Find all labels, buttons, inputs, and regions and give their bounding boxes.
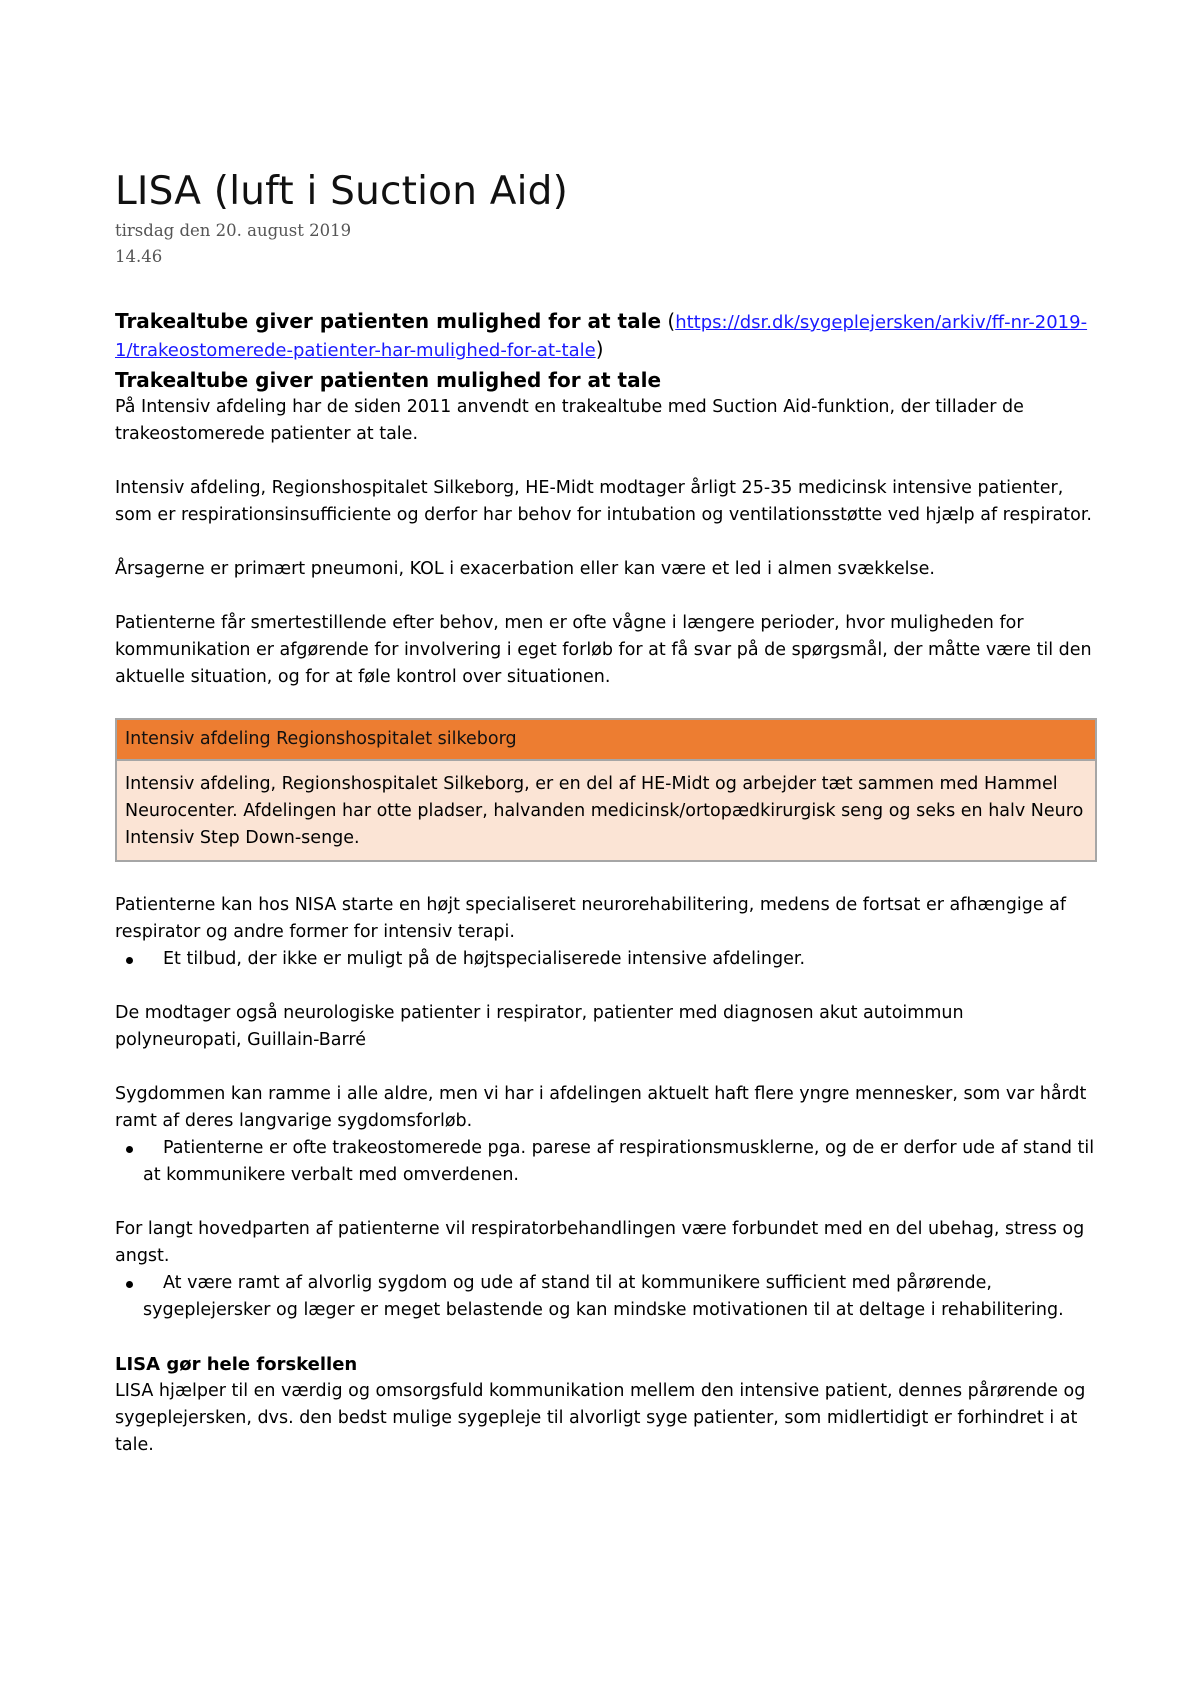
info-box-body: Intensiv afdeling, Regionshospitalet Silkeborg, er en del af HE-Midt og arbejder tæt sammen med Hammel Neurocenter. Afdelingen har otte pladser, halvanden medicinsk/ortopædkirurgisk seng og seks en halv Neuro Intensiv Step Down-senge. xyxy=(117,761,1095,860)
note-time: 14.46 xyxy=(115,247,163,266)
bullet-list-2 xyxy=(115,1135,1095,1189)
paragraph-ages: Sygdommen kan ramme i alle aldre, men vi har i afdelingen aktuelt haft flere yngre mennesker, som var hårdt ramt af deres langvarige sygdomsforløb. xyxy=(115,1084,1087,1131)
bullet-list-3 xyxy=(115,1270,1095,1324)
paragraph-intro: På Intensiv afdeling har de siden 2011 anvendt en trakealtube med Suction Aid-funktion, der tillader de trakeostomerede patienter at tale. xyxy=(115,397,1024,444)
heading-open-paren: ( xyxy=(661,309,676,333)
bullet-icon xyxy=(126,957,133,964)
list-item: Et tilbud, der ikke er muligt på de højtspecialiserede intensive afdelinger. xyxy=(108,946,1095,973)
paragraph-lisa: LISA hjælper til en værdig og omsorgsfuld kommunikation mellem den intensive patient, dennes pårørende og sygeplejersken, dvs. den bedst mulige sygepleje til alvorligt syge patienter, som midlertidigt er forhindret i at tale. xyxy=(115,1381,1086,1455)
note-date: tirsdag den 20. august 2019 xyxy=(115,221,352,240)
heading-close-paren: ) xyxy=(595,337,604,361)
bullet-list-1 xyxy=(115,946,1095,973)
paragraph-neurological: De modtager også neurologiske patienter i respirator, patienter med diagnosen akut autoimmun polyneuropati, Guillain-Barré xyxy=(115,1003,964,1050)
paragraph-communication: Patienterne får smertestillende efter behov, men er ofte vågne i længere perioder, hvor muligheden for kommunikation er afgørende for involvering i eget forløb for at få svar på de spørgsmål, der måtte være til den aktuelle situation, og for at føle kontrol over situationen. xyxy=(115,613,1092,687)
bullet-icon xyxy=(126,1146,133,1153)
info-box xyxy=(115,718,1097,862)
note-page xyxy=(115,168,1095,1459)
section-heading: Trakealtube giver patienten mulighed for at tale xyxy=(115,368,662,392)
paragraph-nisa: Patienterne kan hos NISA starte en højt specialiseret neurorehabilitering, medens de fortsat er afhængige af respirator og andre former for intensiv terapi. xyxy=(115,895,1067,942)
list-item: Patienterne er ofte trakeostomerede pga. parese af respirationsmusklerne, og de er derfor ude af stand til at kommunikere verbalt med omverdenen. xyxy=(108,1135,1095,1189)
list-item: At være ramt af alvorlig sygdom og ude af stand til at kommunikere sufficient med pårørende, sygeplejersker og læger er meget belastende og kan mindske motivationen til at deltage i rehabilitering. xyxy=(108,1270,1095,1324)
paragraph-admissions: Intensiv afdeling, Regionshospitalet Silkeborg, HE-Midt modtager årligt 25-35 medicinsk intensive patienter, som er respirationsinsufficiente og derfor har behov for intubation og ventilationsstøtte ved hjælp af respirator. xyxy=(115,478,1092,525)
lisa-heading: LISA gør hele forskellen xyxy=(115,1354,358,1375)
bullet-icon xyxy=(126,1281,133,1288)
source-link[interactable]: https://dsr.dk/sygeplejersken/arkiv/ff-nr-2019-1/trakeostomerede-patienter-har-mulighed-for-at-tale xyxy=(115,312,1088,361)
paragraph-discomfort: For langt hovedparten af patienterne vil respiratorbehandlingen være forbundet med en del ubehag, stress og angst. xyxy=(115,1219,1085,1266)
info-box-header: Intensiv afdeling Regionshospitalet silkeborg xyxy=(117,720,1095,761)
paragraph-causes: Årsagerne er primært pneumoni, KOL i exacerbation eller kan være et led i almen svækkelse. xyxy=(115,559,935,579)
page-title: LISA (luft i Suction Aid) xyxy=(115,169,569,214)
note-meta xyxy=(115,218,1095,270)
article-heading xyxy=(115,308,1095,364)
article-heading-text: Trakealtube giver patienten mulighed for at tale xyxy=(115,309,662,333)
